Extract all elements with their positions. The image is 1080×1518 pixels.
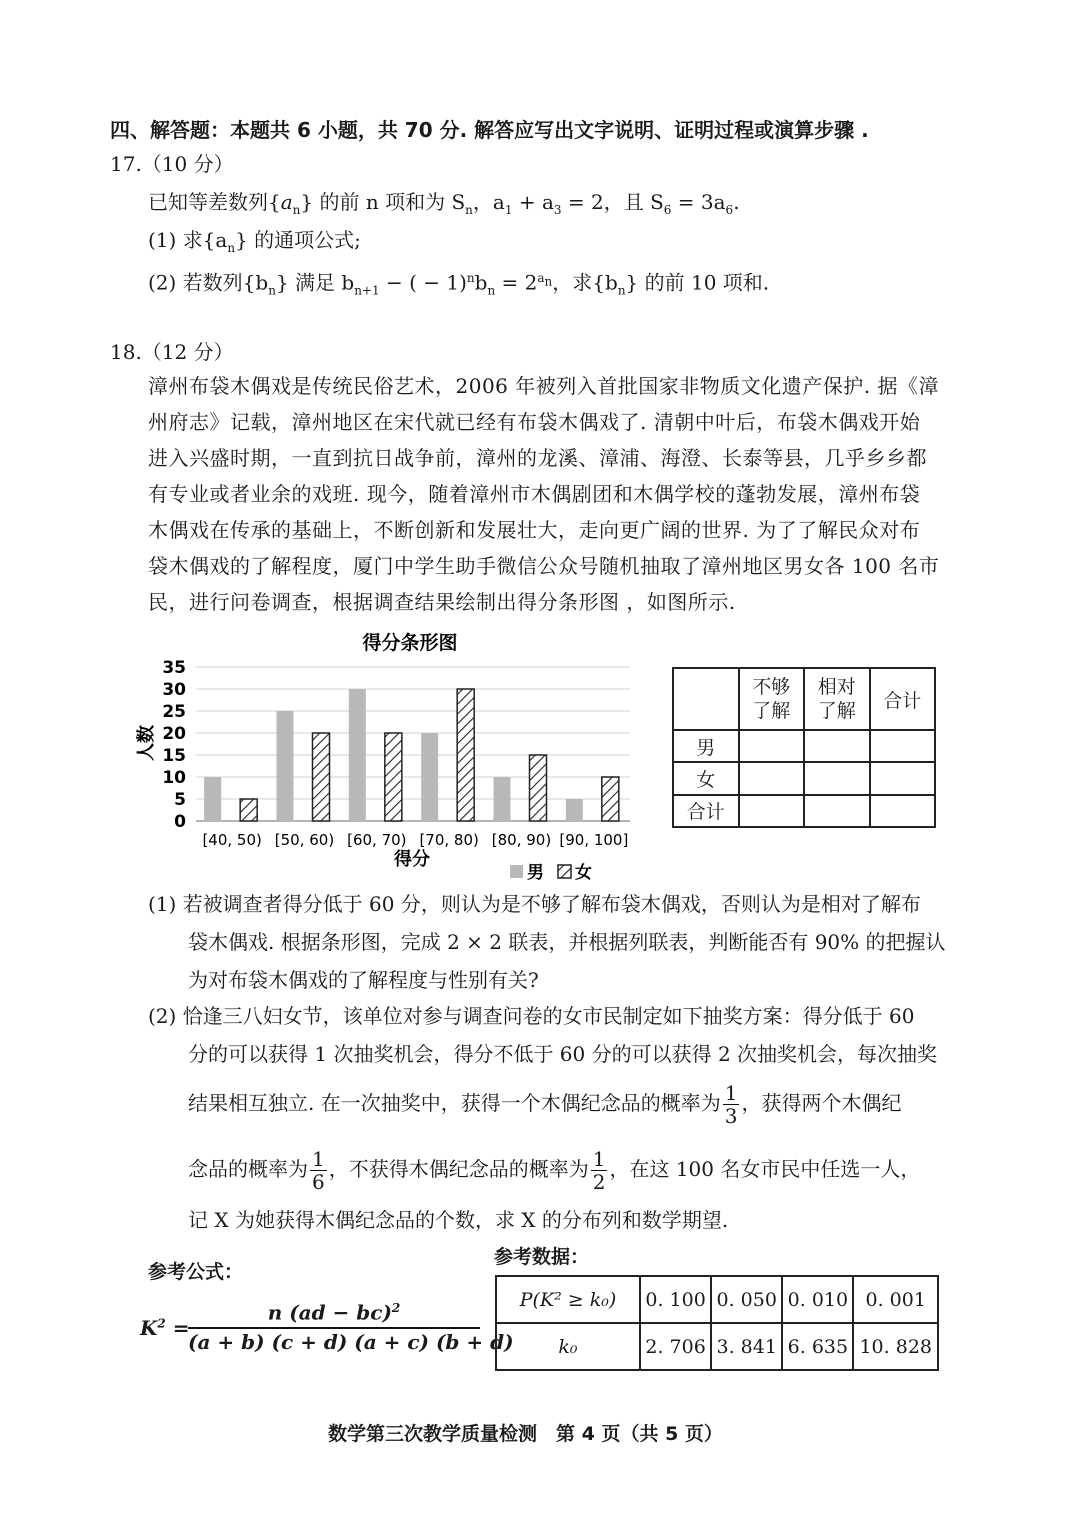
q18-line: 袋木偶戏的了解程度，厦门中学生助手微信公众号随机抽取了漳州地区男女各 100 名市 xyxy=(148,554,940,578)
k-value: 10. 828 xyxy=(853,1323,938,1370)
x-tick-label: [80, 90) xyxy=(491,831,552,849)
y-tick-label: 15 xyxy=(162,746,186,766)
legend-swatch-male xyxy=(510,865,523,878)
bar-male xyxy=(277,711,294,821)
q18-line: 漳州布袋木偶戏是传统民俗艺术，2006 年被列入首批国家非物质文化遗产保护. 据《漳 xyxy=(148,374,939,398)
q17-number: 17.（10 分） xyxy=(110,152,234,176)
chart-xlabel: 得分 xyxy=(394,849,430,870)
p-value: 0. 001 xyxy=(853,1276,938,1323)
y-tick-label: 10 xyxy=(162,768,186,788)
k-value: 2. 706 xyxy=(640,1323,711,1370)
bar-male xyxy=(421,733,438,821)
bar-male xyxy=(494,777,511,821)
q18-passage xyxy=(148,368,978,620)
q18-part2-line5: 记 X 为她获得木偶纪念品的个数，求 X 的分布列和数学期望. xyxy=(188,1208,729,1232)
q18-part1-line1: (1) 若被调查者得分低于 60 分，则认为是不够了解布袋木偶戏，否则认为是相对了解布 xyxy=(148,892,921,916)
row-female: 女 xyxy=(673,762,739,794)
q18-part2-line4: 念品的概率为 $\frac{1}{6}$ ，不获得木偶纪念品的概率为 $\frac{1}{2}$ ，在这 100 名女市民中任选一人， xyxy=(188,1147,921,1194)
q18-part1-line3: 为对布袋木偶戏的了解程度与性别有关? xyxy=(188,968,539,992)
q18-line: 木偶戏在传承的基础上，不断创新和发展壮大，走向更广阔的世界. 为了了解民众对布 xyxy=(148,518,921,542)
q18-line: 有专业或者业余的戏班. 现今，随着漳州市木偶剧团和木偶学校的蓬勃发展，漳州布袋 xyxy=(148,482,921,506)
bar-female xyxy=(240,799,257,821)
q17-part1: (1) 求$\{a_n\}$ 的通项公式; xyxy=(148,228,361,255)
bar-female xyxy=(530,755,547,821)
legend-label-male: 男 xyxy=(527,863,544,883)
x-tick-label: [90, 100] xyxy=(559,831,629,849)
bar-male xyxy=(349,689,366,821)
q18-line: 州府志》记载，漳州地区在宋代就已经有布袋木偶戏了. 清朝中叶后，布袋木偶戏开始 xyxy=(148,410,921,434)
q18-part2-line2: 分的可以获得 1 次抽奖机会，得分不低于 60 分的可以获得 2 次抽奖机会，每次抽奖 xyxy=(188,1042,938,1066)
p-header: P(K² ≥ k₀) xyxy=(496,1276,640,1323)
x-tick-label: [50, 60) xyxy=(274,831,335,849)
y-tick-label: 25 xyxy=(162,702,186,722)
header-not-understand: 不够 了解 xyxy=(739,668,805,730)
k-header: k₀ xyxy=(496,1323,640,1370)
x-tick-label: [60, 70) xyxy=(347,831,407,849)
q18-line: 民，进行问卷调查，根据调查结果绘制出得分条形图 ，如图所示. xyxy=(148,590,736,614)
fraction-one-sixth: $\frac{1}{6}$ xyxy=(312,1147,325,1194)
bar-female xyxy=(457,689,474,821)
y-tick-label: 20 xyxy=(162,724,186,744)
contingency-table xyxy=(672,667,936,828)
p-value: 0. 100 xyxy=(640,1276,711,1323)
q18-part1-line2: 袋木偶戏. 根据条形图，完成 2 × 2 联表，并根据列联表，判断能否有 90% 的把握认 xyxy=(188,930,946,954)
fraction-one-half: $\frac{1}{2}$ xyxy=(592,1147,606,1194)
x-tick-label: [40, 50) xyxy=(202,831,262,849)
k-value: 6. 635 xyxy=(782,1323,853,1370)
y-tick-label: 5 xyxy=(174,790,186,810)
q18-line: 进入兴盛时期，一直到抗日战争前，漳州的龙溪、漳浦、海澄、长泰等县，几乎乡乡都 xyxy=(148,446,927,470)
p-value: 0. 050 xyxy=(711,1276,782,1323)
bar-female xyxy=(385,733,402,821)
bar-male xyxy=(566,799,583,821)
header-total: 合计 xyxy=(870,668,936,730)
y-tick-label: 35 xyxy=(162,658,186,678)
x-tick-label: [70, 80) xyxy=(419,831,479,849)
legend-swatch-female xyxy=(558,865,571,878)
q18-part2-line1: (2) 恰逢三八妇女节，该单位对参与调查问卷的女市民制定如下抽奖方案：得分低于 60 xyxy=(148,1004,915,1028)
bar-male xyxy=(204,777,221,821)
bar-female xyxy=(602,777,619,821)
reference-data-label: 参考数据： xyxy=(494,1246,590,1268)
fraction-one-third: $\frac{1}{3}$ xyxy=(724,1081,738,1128)
q17-part2: (2) 若数列$\{b_n\}$ 满足 $b_{n+1}$ − ( − $1)^nb_n = 2^{a_n}$，求$\{b_n\}$ 的前 10 项和. xyxy=(148,270,770,298)
y-tick-label: 0 xyxy=(174,812,186,832)
chart-legend xyxy=(510,862,592,883)
chart-ylabel: 人数 xyxy=(136,725,157,761)
page-footer: 数学第三次教学质量检测 第 4 页（共 5 页） xyxy=(328,1423,723,1445)
q18-part2-line3: 结果相互独立. 在一次抽奖中，获得一个木偶纪念品的概率为 $\frac{1}{3}$ ，获得两个木偶纪 xyxy=(188,1081,902,1128)
score-bar-chart xyxy=(130,625,650,885)
formula-label: 参考公式： xyxy=(148,1261,244,1283)
q18-number: 18.（12 分） xyxy=(110,340,234,364)
row-male: 男 xyxy=(673,730,739,762)
row-total: 合计 xyxy=(673,795,739,827)
k-value: 3. 841 xyxy=(711,1323,782,1370)
reference-data-table xyxy=(495,1275,939,1371)
table-corner xyxy=(673,668,739,730)
p-value: 0. 010 xyxy=(782,1276,853,1323)
y-tick-label: 30 xyxy=(162,680,186,700)
q17-stem: 已知等差数列$\{a_n\}$ 的前 n 项和为 $S_n$，$a_1 + a_3 = 2$，且 $S_6 = 3a_6$. xyxy=(148,190,740,217)
section-heading: 四、解答题：本题共 6 小题，共 70 分. 解答应写出文字说明、证明过程或演算步骤 . xyxy=(110,118,869,142)
legend-label-female: 女 xyxy=(575,863,592,883)
header-understand: 相对 了解 xyxy=(804,668,870,730)
bar-female xyxy=(313,733,330,821)
chart-title: 得分条形图 xyxy=(362,632,458,654)
